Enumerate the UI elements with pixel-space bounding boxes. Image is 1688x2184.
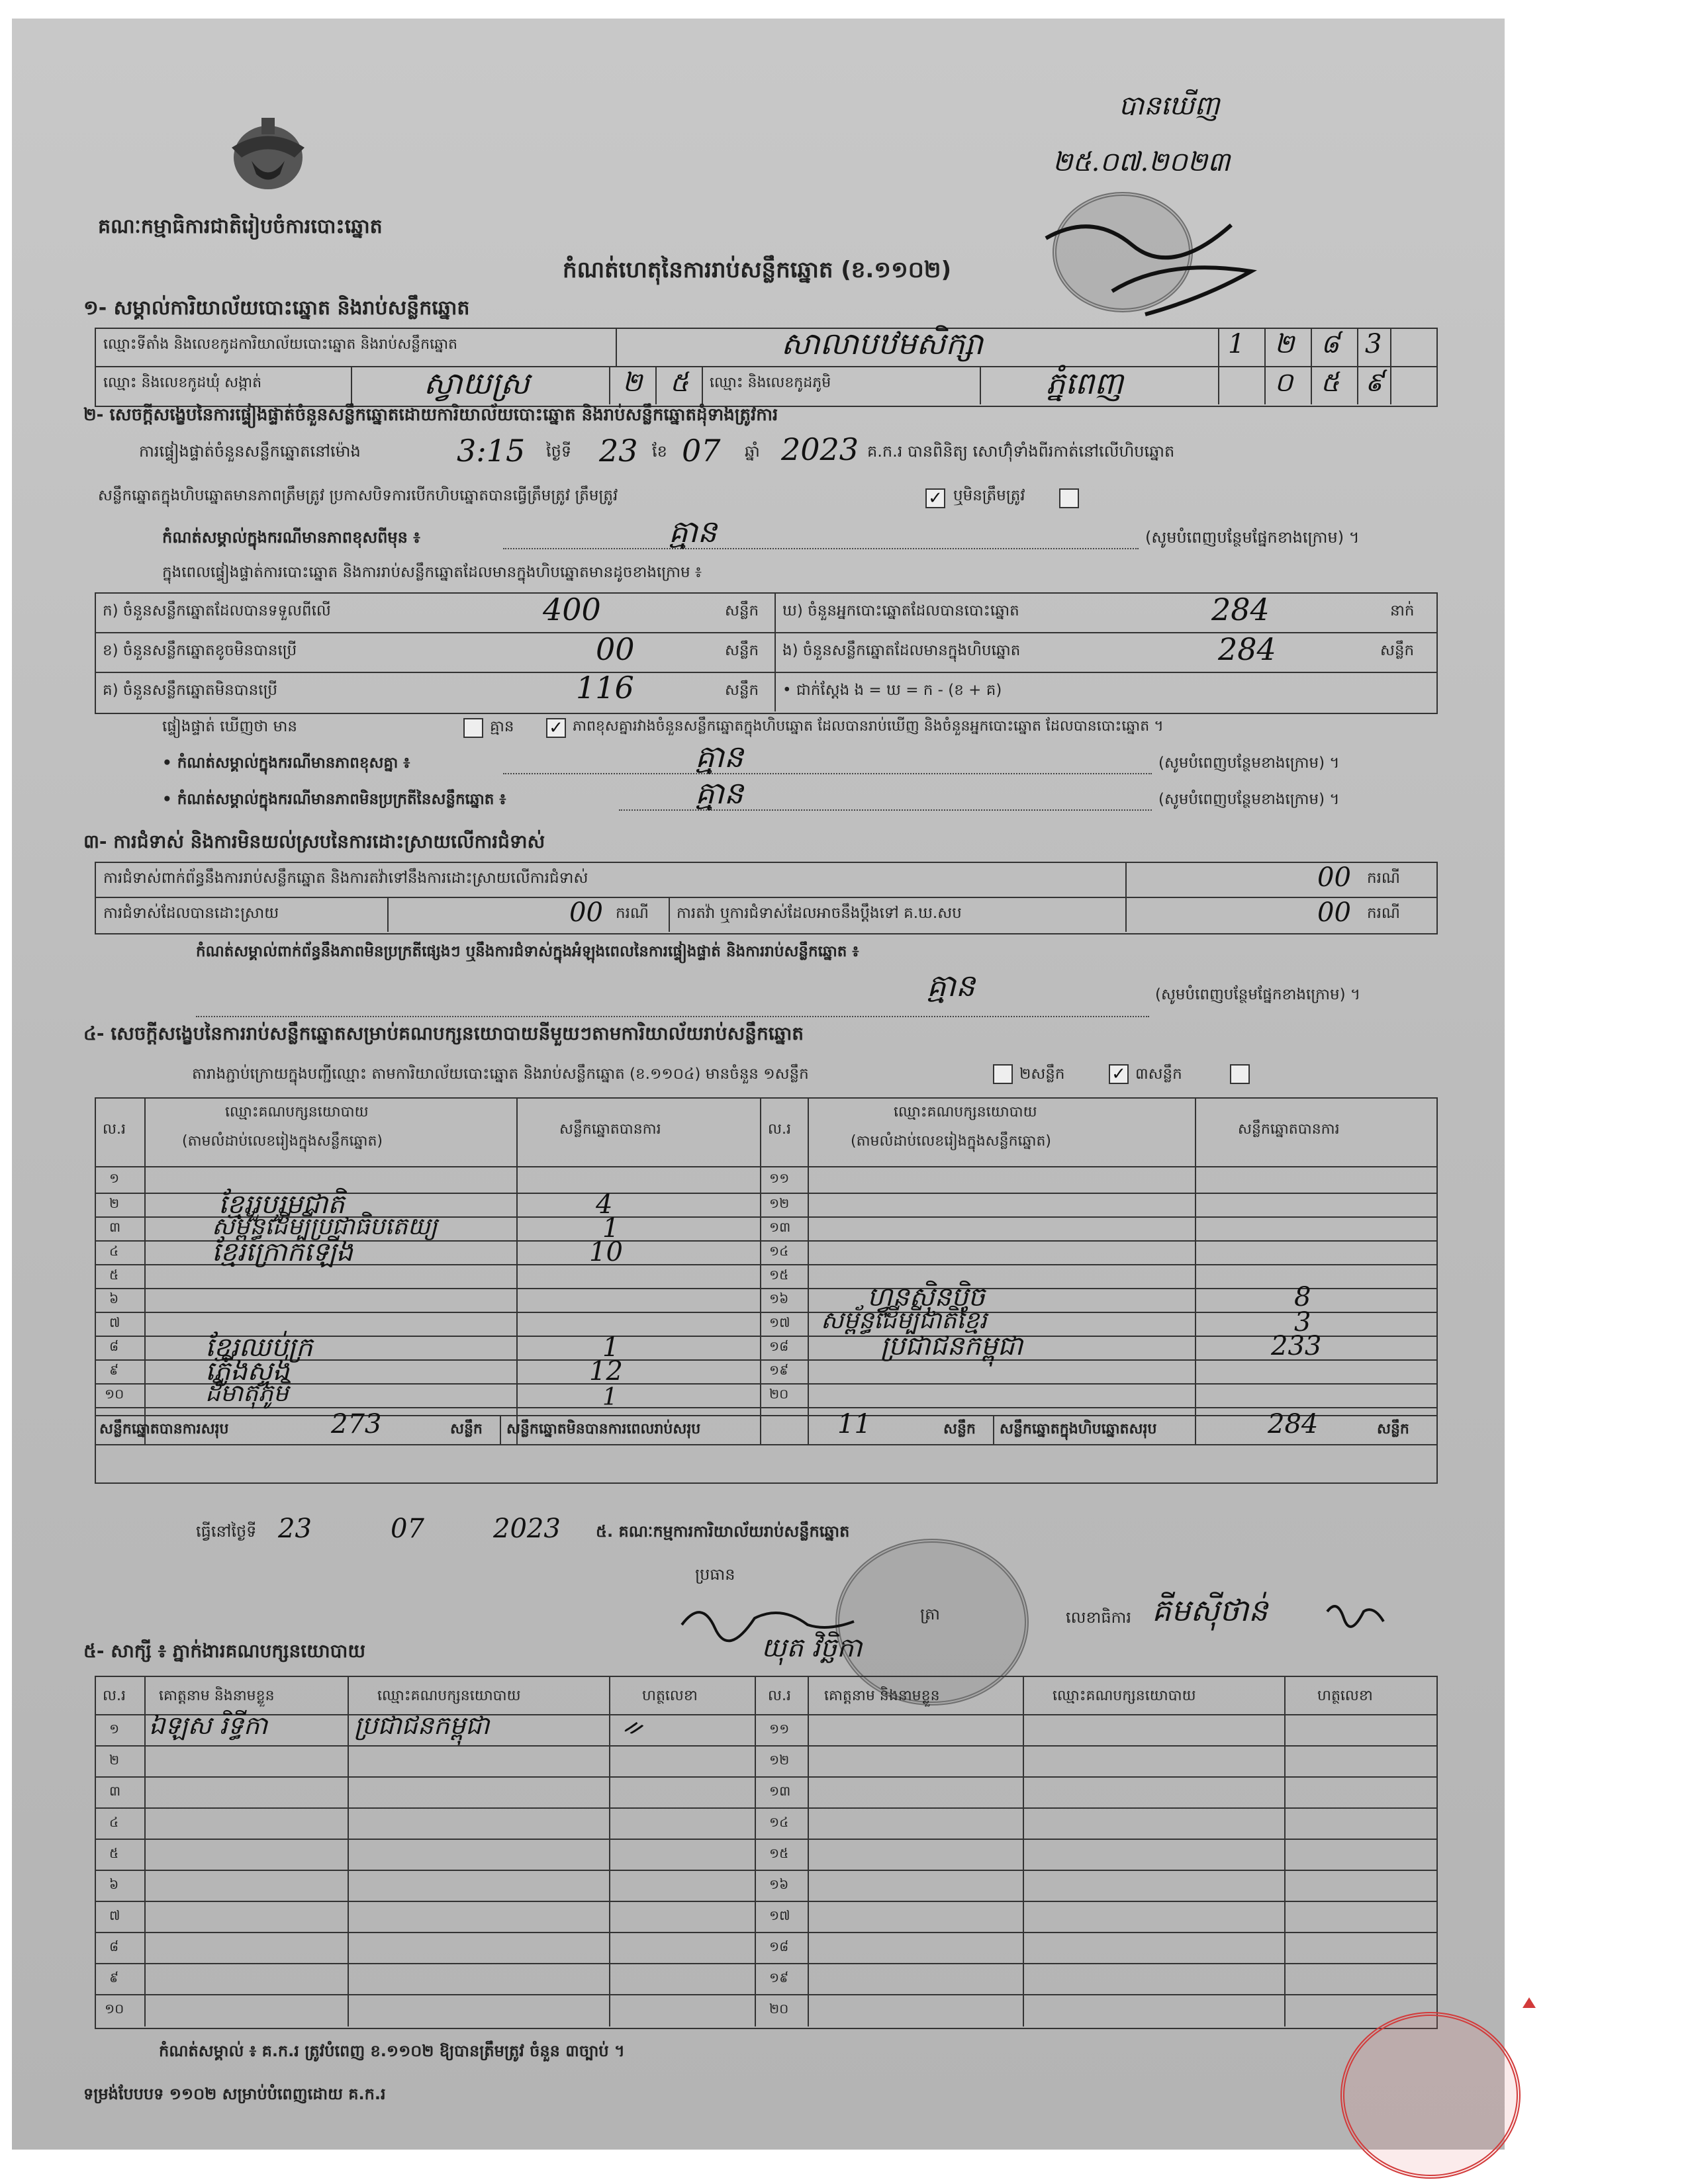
verify-year: 2023 bbox=[781, 432, 859, 467]
total-box-unit: សន្លឹក bbox=[1377, 1421, 1409, 1437]
witness-row-no: ២ bbox=[109, 1752, 120, 1768]
commune-name: ស្វាយស្រ bbox=[424, 365, 530, 401]
valid-checkbox[interactable]: ✓ bbox=[925, 488, 945, 508]
verify-time: 3:15 bbox=[457, 433, 526, 469]
votes-row-party: ភ្លើងស្ទង់ bbox=[205, 1356, 289, 1387]
witness-row-no: ៤ bbox=[109, 1814, 119, 1830]
votes-row-party: ខ្មែររួបរួមជាតិ bbox=[218, 1189, 345, 1220]
note3-value: គ្មាន bbox=[695, 775, 743, 811]
invalid-label: ឬមិនត្រឹមត្រូវ bbox=[953, 487, 1025, 504]
section2-title: ២- សេចក្តីសង្ខេបនៃការផ្ទៀងផ្ទាត់ចំនួនសន្លឹកឆ្នោតដោយការិយាល័យបោះឆ្នោត និងរាប់សន្លឹកឆ្នោតដុំទាងត្រូវការ bbox=[83, 405, 778, 425]
date-label: ធ្វើនៅថ្ងៃទី bbox=[196, 1522, 257, 1541]
witness-col-sign-right: ហត្ថលេខា bbox=[1317, 1688, 1373, 1704]
village-code-1: ០ bbox=[1274, 367, 1293, 398]
chair-name: យុត វិច្ឆិកា bbox=[761, 1633, 863, 1663]
village-label: ឈ្មោះ និងលេខកូដភូមិ bbox=[710, 375, 831, 391]
votes-row-votes: 1 bbox=[602, 1213, 620, 1244]
objections-row1-unit: ករណី bbox=[1367, 870, 1400, 887]
votes-col-votes-right: សន្លឹកឆ្នោតបានការ bbox=[1238, 1121, 1340, 1138]
witness-row-sign: ᨀ bbox=[622, 1711, 644, 1741]
witness-row-no: ១៨ bbox=[769, 1938, 789, 1954]
row-b-value: 00 bbox=[596, 631, 635, 667]
witness-row-no: ១៣ bbox=[769, 1783, 791, 1799]
votes-row-party: ខ្មែរឈប់ក្រ bbox=[205, 1332, 313, 1363]
votes-row-no: ២០ bbox=[769, 1386, 789, 1402]
verify-day: 23 bbox=[599, 433, 638, 469]
votes-col-party-right: ឈ្មោះគណបក្សនយោបាយ bbox=[894, 1104, 1037, 1120]
day-label: ថ្ងៃទី bbox=[546, 442, 572, 461]
votes-row-no: ៩ bbox=[109, 1362, 119, 1378]
votes-row-party: ប្រជាជនកម្ពុជា bbox=[880, 1331, 1023, 1361]
village-code-2: ៥ bbox=[1321, 367, 1340, 398]
total-box-label: សន្លឹកឆ្នោតក្នុងហិបឆ្នោតសរុប bbox=[1000, 1421, 1157, 1437]
witness-row-name: ឯឡស រិទ្ធីកា bbox=[149, 1711, 268, 1740]
row-d-value: 284 bbox=[1211, 592, 1270, 627]
result-none-label: គ្មាន bbox=[490, 718, 514, 735]
votes-col-party-sub-right: (តាមលំដាប់លេខរៀងក្នុងសន្លឹកឆ្នោត) bbox=[851, 1133, 1052, 1150]
votes-row-party: សម្ព័ន្ធដើម្បីប្រជាធិបតេយ្យ bbox=[212, 1213, 438, 1240]
note2-tail: (សូមបំពេញបន្ថែមខាងក្រោម) ។ bbox=[1158, 754, 1340, 772]
row-b-unit: សន្លឹក bbox=[725, 642, 759, 659]
votes-row-no: ២ bbox=[109, 1195, 120, 1211]
date-month: 07 bbox=[391, 1514, 424, 1544]
total-valid-label: សន្លឹកឆ្នោតបានការសរុប bbox=[99, 1421, 229, 1437]
year-label: ឆ្នាំ bbox=[745, 442, 760, 461]
objections-row1-label: ការជំទាស់ពាក់ព័ន្ធនឹងការរាប់សន្លឹកឆ្នោត និងការតវ៉ាទៅនឹងការដោះស្រាយលើការជំទាស់ bbox=[103, 870, 588, 887]
party-votes-table bbox=[95, 1097, 1438, 1484]
votes-row-votes: 8 bbox=[1294, 1282, 1311, 1312]
row-c-label: គ) ចំនួនសន្លឹកឆ្នោតមិនបានប្រើ bbox=[103, 682, 278, 699]
village-code-3: ៩ bbox=[1365, 367, 1384, 398]
stamp-label: ត្រា bbox=[920, 1605, 940, 1623]
votes-row-votes: 1 bbox=[602, 1332, 620, 1363]
attach-3-checkbox[interactable] bbox=[1230, 1064, 1250, 1084]
witness-col-sign-left: ហត្ថលេខា bbox=[642, 1688, 698, 1704]
witness-col-name-left: គោត្តនាម និងនាមខ្លួន bbox=[159, 1688, 275, 1704]
footer-code: ទម្រង់បែបបទ ១១០២ សម្រាប់បំពេញដោយ គ.ក.រ bbox=[83, 2085, 386, 2103]
row-d-unit: នាក់ bbox=[1390, 602, 1415, 619]
row-c-unit: សន្លឹក bbox=[725, 682, 759, 699]
objections-row3-value: 00 bbox=[1317, 897, 1351, 928]
votes-row-no: ១៧ bbox=[769, 1314, 790, 1330]
witness-table bbox=[95, 1676, 1438, 2029]
row-e-label: ង) ចំនួនសន្លឹកឆ្នោតដែលមានក្នុងហិបឆ្នោត bbox=[782, 642, 1021, 659]
result-has-checkbox[interactable] bbox=[463, 718, 483, 738]
objections-row2-value: 00 bbox=[569, 897, 603, 928]
station-code-2: ២ bbox=[1274, 329, 1295, 359]
station-code-4: 3 bbox=[1365, 329, 1382, 359]
counts-intro: ក្នុងពេលផ្ទៀងផ្ទាត់ការបោះឆ្នោត និងការរាប់សន្លឹកឆ្នោតដែលមានក្នុងហិបឆ្នោតមានដូចខាងក្រោម ៖ bbox=[162, 564, 702, 581]
row-d-label: ឃ) ចំនួនអ្នកបោះឆ្នោតដែលបានបោះឆ្នោត bbox=[782, 602, 1019, 619]
votes-row-votes: 12 bbox=[589, 1356, 623, 1387]
verify-month: 07 bbox=[682, 433, 721, 469]
votes-row-no: ៧ bbox=[109, 1314, 120, 1330]
votes-row-party: សម្ព័ន្ធដើម្បីជាតិខ្មែរ bbox=[821, 1307, 987, 1334]
row-a-unit: សន្លឹក bbox=[725, 602, 759, 619]
red-official-seal bbox=[1340, 2012, 1521, 2179]
commune-code-1: ២ bbox=[622, 367, 643, 398]
attach-text: តារាងភ្ជាប់ក្រោយក្នុងបញ្ជីឈ្មោះ តាមការិយាល័យបោះឆ្នោត និងរាប់សន្លឹកឆ្នោត (ខ.១១០៤) មានចំនួន ១សន្លឹក bbox=[192, 1066, 809, 1083]
votes-row-no: ១៦ bbox=[769, 1291, 789, 1306]
commune-code-2: ៥ bbox=[670, 367, 689, 398]
witness-row-no: ១៧ bbox=[769, 1907, 790, 1923]
village-name: ភ្នំពេញ bbox=[1046, 365, 1123, 401]
votes-row-no: ៨ bbox=[109, 1338, 119, 1354]
date-year: 2023 bbox=[493, 1514, 561, 1544]
row-a-value: 400 bbox=[543, 592, 601, 627]
witness-row-no: ១៩ bbox=[769, 1970, 789, 1985]
witness-row-no: ១២ bbox=[769, 1752, 790, 1768]
row-b-label: ខ) ចំនួនសន្លឹកឆ្នោតខូចមិនបានប្រើ bbox=[103, 642, 297, 659]
witness-row-no: ៦ bbox=[109, 1876, 119, 1892]
polling-station-label: ឈ្មោះទីតាំង និងលេខកូដការិយាល័យបោះឆ្នោត និងរាប់សន្លឹកឆ្នោត bbox=[103, 336, 457, 353]
witness-col-no-left: ល.រ bbox=[103, 1688, 126, 1704]
objections-row2-label: ការជំទាស់ដែលបានដោះស្រាយ bbox=[103, 905, 279, 922]
section4-title: ៤- សេចក្តីសង្ខេបនៃការរាប់សន្លឹកឆ្នោតសម្រាប់គណបក្សនយោបាយនីមួយៗតាមការិយាល័យរាប់សន្លឹកឆ្នោត bbox=[83, 1023, 804, 1044]
votes-row-no: ១០ bbox=[105, 1386, 124, 1402]
witness-col-no-right: ល.រ bbox=[768, 1688, 791, 1704]
votes-col-no-right: ល.រ bbox=[768, 1121, 791, 1138]
secretary-name: គីមស៊ីថាន់ bbox=[1152, 1592, 1268, 1628]
objections-row2-unit: ករណី bbox=[616, 905, 649, 922]
witness-row-no: ៩ bbox=[109, 1970, 119, 1985]
note-tail: (សូមបំពេញបន្ថែមផ្នែកខាងក្រោម) ។ bbox=[1145, 528, 1360, 547]
verify-intro-line2: សន្លឹកឆ្នោតក្នុងហិបឆ្នោតមានភាពត្រឹមត្រូវ ប្រកាសបិទការបើកហិបឆ្នោតបានធ្វើត្រឹមត្រូវ ត្រឹមត្រូវ bbox=[98, 487, 618, 504]
votes-row-votes: 4 bbox=[596, 1189, 613, 1220]
votes-row-no: ៤ bbox=[109, 1243, 119, 1259]
section3-note-value: គ្មាន bbox=[927, 968, 975, 1003]
red-mark-icon bbox=[1523, 1997, 1536, 2008]
votes-row-no: ១៣ bbox=[769, 1219, 791, 1235]
section5-title: ៥- សាក្សី ៖ ភ្នាក់ងារគណបក្សនយោបាយ bbox=[83, 1640, 366, 1662]
witness-col-name-right: គោត្តនាម និងនាមខ្លួន bbox=[824, 1688, 940, 1704]
attach-1-checkbox[interactable] bbox=[993, 1064, 1013, 1084]
verify-intro-pre: ការផ្ទៀងផ្ទាត់ចំនួនសន្លឹកឆ្នោតនៅម៉ោង bbox=[139, 442, 361, 461]
verify-intro-post: គ.ក.រ បានពិនិត្យ សោហ៊ុំទាំងពីរកាត់នៅលើហិបឆ្នោត bbox=[867, 442, 1175, 461]
witness-row-no: ១ bbox=[109, 1721, 120, 1737]
form-title: កំណត់ហេតុនៃការរាប់សន្លឹកឆ្នោត (ខ.១១០២) bbox=[563, 257, 952, 283]
secretary-label: លេខាធិការ bbox=[1066, 1608, 1132, 1627]
votes-row-no: ៦ bbox=[109, 1291, 119, 1306]
witness-row-no: ១១ bbox=[769, 1721, 790, 1737]
commune-label: ឈ្មោះ និងលេខកូដឃុំ សង្កាត់ bbox=[103, 375, 262, 391]
section3-title: ៣- ការជំទាស់ និងការមិនយល់ស្របនៃការដោះស្រាយលើការជំទាស់ bbox=[83, 831, 545, 852]
date-day: 23 bbox=[278, 1514, 312, 1544]
total-invalid-unit: សន្លឹក bbox=[943, 1421, 976, 1437]
witness-row-no: ៣ bbox=[109, 1783, 121, 1799]
votes-row-no: ១២ bbox=[769, 1195, 790, 1211]
witness-row-no: ៧ bbox=[109, 1907, 120, 1923]
votes-row-no: ១ bbox=[109, 1170, 120, 1186]
witness-row-party: ប្រជាជនកម្ពុជា bbox=[354, 1711, 490, 1740]
formula: • ជាក់ស្តែង ង = ឃ = ក - (ខ + គ) bbox=[782, 682, 1002, 699]
result-label: ផ្ទៀងផ្ទាត់ ឃើញថា មាន bbox=[162, 718, 297, 735]
witness-row-no: ១០ bbox=[105, 2001, 124, 2017]
votes-row-party: ហ្វុនស៊ិនប៉ិច bbox=[867, 1282, 985, 1312]
votes-row-votes: 10 bbox=[589, 1237, 623, 1267]
votes-row-votes: 3 bbox=[1294, 1307, 1311, 1338]
votes-col-no-left: ល.រ bbox=[103, 1121, 126, 1138]
total-invalid: 11 bbox=[837, 1409, 871, 1439]
result-text: ភាពខុសគ្នារវាងចំនួនសន្លឹកឆ្នោតក្នុងហិបឆ្នោត ដែលបានរាប់ឃើញ និងចំនួនអ្នកបោះឆ្នោត ដែលបានបោះឆ្នោត ។ bbox=[573, 718, 1164, 735]
votes-row-no: ៥ bbox=[109, 1267, 119, 1283]
footer-note: កំណត់សម្គាល់ ៖ គ.ក.រ ត្រូវបំពេញ ខ.១១០២ ឱ្យបានត្រឹមត្រូវ ចំនួន ៣ច្បាប់ ។ bbox=[159, 2042, 625, 2060]
section3-note-tail: (សូមបំពេញបន្ថែមផ្នែកខាងក្រោម) ។ bbox=[1155, 986, 1361, 1003]
total-invalid-label: សន្លឹកឆ្នោតមិនបានការពេលរាប់សរុប bbox=[506, 1421, 701, 1437]
votes-row-no: ១៥ bbox=[769, 1267, 789, 1283]
corner-note: បានឃើញ bbox=[1119, 91, 1220, 121]
witness-row-no: ៨ bbox=[109, 1938, 119, 1954]
attach-opt1: ២សន្លឹក bbox=[1019, 1066, 1065, 1083]
votes-row-no: ១៩ bbox=[769, 1362, 789, 1378]
votes-row-votes: 233 bbox=[1271, 1331, 1322, 1361]
votes-row-no: ១១ bbox=[769, 1170, 790, 1186]
votes-col-votes-left: សន្លឹកឆ្នោតបានការ bbox=[559, 1121, 661, 1138]
witness-col-party-right: ឈ្មោះគណបក្សនយោបាយ bbox=[1053, 1688, 1196, 1704]
votes-row-party: ខ្មែរក្រោកឡើង bbox=[212, 1237, 353, 1267]
note3-label: • កំណត់សម្គាល់ក្នុងករណីមានភាពមិនប្រក្រតីនៃសន្លឹកឆ្នោត ៖ bbox=[162, 791, 506, 808]
invalid-checkbox[interactable] bbox=[1059, 488, 1079, 508]
note-label: កំណត់សម្គាល់ក្នុងករណីមានភាពខុសពីមុន ៖ bbox=[162, 528, 420, 547]
attach-opt2: ៣សន្លឹក bbox=[1135, 1066, 1182, 1083]
committee-label: ៥. គណៈកម្មការការិយាល័យរាប់សន្លឹកឆ្នោត bbox=[596, 1522, 850, 1541]
row-a-label: ក) ចំនួនសន្លឹកឆ្នោតដែលបានទទួលពីលើ bbox=[103, 602, 331, 619]
witness-row-no: ១៥ bbox=[769, 1845, 789, 1861]
note2-label: • កំណត់សម្គាល់ក្នុងករណីមានភាពខុសគ្នា ៖ bbox=[162, 754, 410, 772]
total-box: 284 bbox=[1268, 1409, 1319, 1439]
votes-col-party-sub-left: (តាមលំដាប់លេខរៀងក្នុងសន្លឹកឆ្នោត) bbox=[182, 1133, 383, 1150]
result-none-checkbox[interactable]: ✓ bbox=[546, 718, 566, 738]
votes-row-no: ១៤ bbox=[769, 1243, 789, 1259]
votes-col-party-left: ឈ្មោះគណបក្សនយោបាយ bbox=[225, 1104, 369, 1120]
votes-row-votes: 1 bbox=[602, 1384, 618, 1411]
note3-tail: (សូមបំពេញបន្ថែមខាងក្រោម) ។ bbox=[1158, 791, 1340, 808]
total-valid: 273 bbox=[331, 1409, 382, 1439]
attach-2-checkbox[interactable]: ✓ bbox=[1109, 1064, 1129, 1084]
objections-row3-label: ការតវ៉ា ឬការជំទាស់ដែលអាចនឹងប្ដឹងទៅ គ.ឃ.សប bbox=[677, 905, 962, 922]
nec-emblem bbox=[222, 111, 314, 197]
station-code-1: 1 bbox=[1228, 329, 1245, 359]
votes-row-no: ៣ bbox=[109, 1219, 121, 1235]
row-c-value: 116 bbox=[576, 670, 634, 705]
witness-row-no: ២០ bbox=[769, 2001, 789, 2017]
station-code-3: ៨ bbox=[1321, 329, 1340, 359]
month-label: ខែ bbox=[652, 442, 667, 461]
votes-row-party: ដីមាតុភូមិ bbox=[205, 1380, 289, 1407]
corner-date: ២៥.០៧.២០២៣ bbox=[1053, 147, 1231, 177]
witness-row-no: ១៤ bbox=[769, 1814, 789, 1830]
row-e-value: 284 bbox=[1218, 631, 1276, 667]
note-value: គ្មាន bbox=[669, 514, 717, 549]
signature-top bbox=[1033, 199, 1284, 331]
row-e-unit: សន្លឹក bbox=[1380, 642, 1415, 659]
chair-label: ប្រធាន bbox=[695, 1565, 735, 1584]
votes-row-no: ១៨ bbox=[769, 1338, 789, 1354]
witness-row-no: ៥ bbox=[109, 1845, 119, 1861]
objections-row1-value: 00 bbox=[1317, 862, 1351, 893]
total-valid-unit: សន្លឹក bbox=[450, 1421, 483, 1437]
section1-title: ១- សម្គាល់ការិយាល័យបោះឆ្នោត និងរាប់សន្លឹកឆ្នោត bbox=[83, 296, 470, 320]
witness-row-no: ១៦ bbox=[769, 1876, 789, 1892]
secretary-signature bbox=[1324, 1592, 1390, 1631]
org-name: គណៈកម្មាធិការជាតិរៀបចំការបោះឆ្នោត bbox=[98, 215, 383, 238]
polling-station-name: សាលាបឋមសិក្សា bbox=[781, 326, 984, 361]
witness-col-party-left: ឈ្មោះគណបក្សនយោបាយ bbox=[377, 1688, 521, 1704]
section3-note-label: កំណត់សម្គាល់ពាក់ព័ន្ធនឹងភាពមិនប្រក្រតីផ្សេងៗ ឬនឹងការជំទាស់ក្នុងអំឡុងពេលនៃការផ្ទៀងផ្ទាត់ និងការរាប់សន្លឹកឆ្នោត ៖ bbox=[196, 943, 859, 960]
note2-value: គ្មាន bbox=[695, 739, 743, 774]
objections-row3-unit: ករណី bbox=[1367, 905, 1400, 922]
